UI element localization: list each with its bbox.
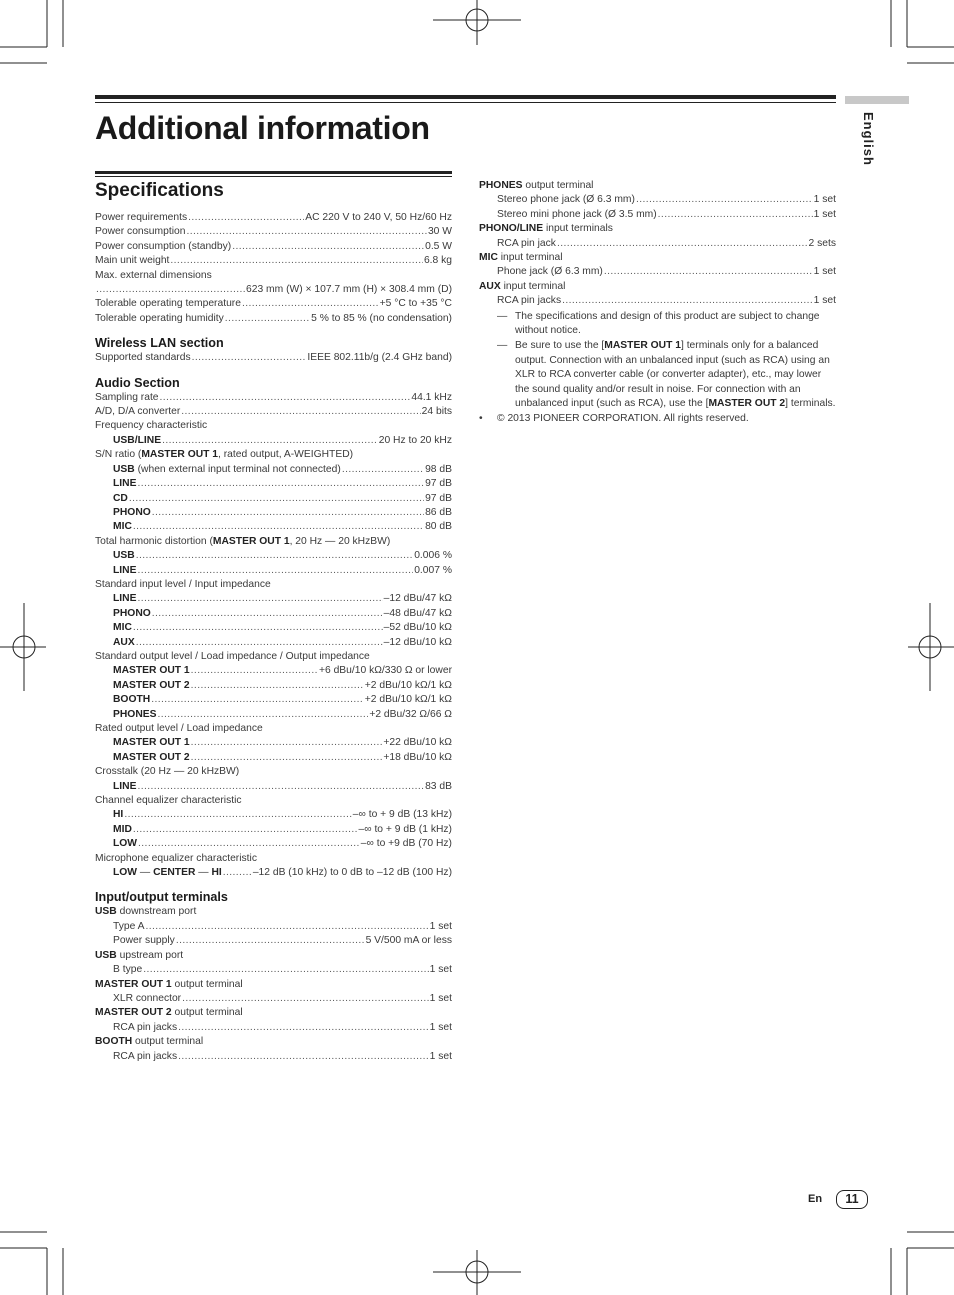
spec-key bbox=[113, 823, 132, 837]
spec-key bbox=[113, 934, 175, 948]
spec-row bbox=[95, 607, 452, 621]
spec-row bbox=[95, 312, 452, 326]
dot-leader bbox=[162, 434, 378, 448]
spec-key bbox=[113, 549, 135, 563]
dot-leader bbox=[96, 283, 245, 297]
dot-leader bbox=[137, 564, 413, 578]
spec-key bbox=[95, 297, 241, 311]
dot-leader bbox=[191, 751, 383, 765]
spec-value: –12 dBu/10 kΩ bbox=[383, 636, 452, 648]
crosstalk-specs bbox=[95, 780, 452, 794]
dot-leader bbox=[186, 225, 427, 239]
spec-row bbox=[95, 751, 452, 765]
spec-key-text: Main unit weight bbox=[95, 255, 170, 267]
spec-key bbox=[113, 920, 144, 934]
dot-leader bbox=[133, 823, 358, 837]
spec-row bbox=[95, 283, 452, 297]
mic-eq-label: Microphone equalizer characteristic bbox=[95, 852, 257, 864]
spec-key bbox=[497, 193, 635, 207]
spec-value: 1 set bbox=[429, 920, 452, 932]
dot-leader bbox=[636, 193, 813, 207]
channel-eq-label: Channel equalizer characteristic bbox=[95, 795, 242, 807]
output-level-label: Standard output level / Load impedance / Output impedance bbox=[95, 650, 370, 662]
spec-row bbox=[95, 549, 452, 563]
spec-key-bold: MASTER OUT 1 bbox=[113, 665, 190, 677]
spec-value: 97 dB bbox=[425, 478, 452, 490]
terminal-name: PHONES bbox=[479, 180, 523, 191]
spec-value: 44.1 kHz bbox=[411, 391, 452, 403]
spec-key bbox=[113, 808, 123, 822]
terminal-group-label bbox=[479, 179, 836, 193]
spec-key-bold: PHONO bbox=[113, 607, 151, 619]
spec-key-text: Supported standards bbox=[95, 352, 191, 364]
spec-value: +2 dBu/10 kΩ/1 kΩ bbox=[364, 679, 452, 691]
spec-key bbox=[113, 664, 190, 678]
input-level-label: Standard input level / Input impedance bbox=[95, 578, 271, 590]
dot-leader bbox=[152, 506, 424, 520]
terminal-name: AUX bbox=[479, 280, 501, 292]
dot-leader bbox=[192, 351, 307, 365]
spec-key bbox=[113, 636, 135, 650]
spec-value: 83 dB bbox=[425, 780, 452, 792]
spec-key bbox=[113, 506, 151, 520]
spec-key-text: Power supply bbox=[113, 935, 175, 947]
spec-value: –∞ to + 9 dB (13 kHz) bbox=[352, 809, 452, 821]
spec-key bbox=[95, 405, 180, 419]
dot-leader bbox=[133, 621, 383, 635]
dot-leader bbox=[124, 808, 351, 822]
spec-key bbox=[95, 254, 169, 268]
spec-key bbox=[113, 477, 136, 491]
dot-leader bbox=[133, 520, 424, 534]
terminal-type: downstream port bbox=[116, 906, 197, 918]
terminal-type: output terminal bbox=[171, 1007, 243, 1019]
dot-leader bbox=[136, 636, 383, 650]
dot-leader bbox=[143, 963, 428, 977]
terminal-row bbox=[479, 237, 836, 251]
terminal-row bbox=[479, 208, 836, 222]
terminal-name: MIC bbox=[479, 252, 498, 264]
spec-key bbox=[113, 592, 136, 606]
spec-key-bold: LINE bbox=[113, 564, 137, 576]
audio-heading: Audio Section bbox=[95, 375, 180, 390]
terminal-group-label bbox=[95, 978, 452, 992]
page-number: 11 bbox=[836, 1190, 868, 1209]
section-title: Specifications bbox=[95, 180, 224, 201]
spec-key-bold: MIC bbox=[113, 521, 132, 533]
spec-key bbox=[497, 265, 603, 279]
spec-row bbox=[95, 351, 452, 365]
spec-row bbox=[95, 736, 452, 750]
specs-right-column bbox=[479, 179, 836, 426]
page-title: Additional information bbox=[95, 110, 430, 146]
spec-value: 0.006 % bbox=[414, 550, 452, 562]
spec-row bbox=[95, 492, 452, 506]
terminal-group-label bbox=[95, 949, 452, 963]
wireless-specs bbox=[95, 351, 452, 365]
spec-value: 30 W bbox=[427, 226, 452, 238]
spec-key bbox=[113, 434, 161, 448]
footer-language: En bbox=[808, 1193, 823, 1205]
spec-key-text: Stereo mini phone jack (Ø 3.5 mm) bbox=[497, 208, 657, 220]
copyright-line: • © 2013 PIONEER CORPORATION. All rights reserved. bbox=[479, 412, 749, 424]
freq-specs bbox=[95, 434, 452, 448]
spec-value: 20 Hz to 20 kHz bbox=[378, 434, 452, 446]
output-level-specs bbox=[95, 664, 452, 722]
wireless-heading: Wireless LAN section bbox=[95, 336, 224, 351]
spec-key-text: Power requirements bbox=[95, 212, 188, 223]
spec-value: +2 dBu/10 kΩ/1 kΩ bbox=[364, 694, 452, 706]
spec-key bbox=[113, 780, 136, 794]
spec-row bbox=[95, 621, 452, 635]
dot-leader bbox=[342, 463, 424, 477]
language-tab-label: English bbox=[861, 112, 876, 166]
dot-leader bbox=[191, 736, 383, 750]
spec-key-text: Phone jack (Ø 6.3 mm) bbox=[497, 266, 603, 278]
dot-leader bbox=[178, 1050, 429, 1064]
spec-row bbox=[95, 636, 452, 650]
spec-row bbox=[95, 823, 452, 837]
dot-leader bbox=[562, 294, 813, 308]
spec-row bbox=[95, 520, 452, 534]
spec-value: –52 dBu/10 kΩ bbox=[383, 622, 452, 634]
dot-leader bbox=[182, 992, 429, 1006]
dot-leader bbox=[137, 780, 424, 794]
dot-leader bbox=[557, 237, 808, 251]
spec-key-bold: LOW bbox=[113, 838, 138, 850]
spec-value: 1 set bbox=[429, 992, 452, 1004]
dot-leader bbox=[152, 607, 383, 621]
terminal-name: USB bbox=[95, 906, 117, 918]
spec-key-bold: PHONES bbox=[113, 708, 157, 720]
spec-key bbox=[95, 211, 187, 225]
spec-key bbox=[113, 492, 128, 506]
dot-leader bbox=[160, 391, 411, 405]
freq-label: Frequency characteristic bbox=[95, 420, 208, 432]
spec-value: +22 dBu/10 kΩ bbox=[383, 737, 452, 749]
spec-value: 1 set bbox=[813, 194, 836, 206]
dot-leader bbox=[181, 405, 420, 419]
terminal-name: MASTER OUT 2 bbox=[95, 1007, 172, 1019]
spec-value: 1 set bbox=[813, 295, 836, 307]
dot-leader bbox=[137, 477, 424, 491]
spec-row bbox=[95, 708, 452, 722]
spec-key-bold: MASTER OUT 2 bbox=[113, 751, 190, 763]
spec-key bbox=[95, 351, 191, 365]
dot-leader bbox=[151, 693, 364, 707]
dot-leader bbox=[136, 549, 413, 563]
spec-key-text: B type bbox=[113, 964, 143, 976]
spec-key-bold: MASTER OUT 1 bbox=[113, 737, 190, 749]
spec-key-text: RCA pin jacks bbox=[113, 1021, 178, 1033]
spec-key-bold: MID bbox=[113, 823, 132, 835]
spec-value: 0.007 % bbox=[414, 564, 452, 576]
dot-leader bbox=[242, 297, 379, 311]
spec-key-bold: BOOTH bbox=[113, 694, 151, 706]
spec-row bbox=[95, 211, 452, 225]
spec-key-text: Type A bbox=[113, 920, 145, 932]
spec-key-bold: USB bbox=[113, 463, 135, 475]
terminal-name: PHONO/LINE bbox=[479, 223, 544, 235]
spec-key-bold: USB bbox=[113, 550, 135, 562]
note-specs-change: — The specifications and design of this product are subject to change without notice. bbox=[497, 310, 820, 337]
terminal-type: output terminal bbox=[132, 1036, 204, 1048]
dot-leader bbox=[129, 492, 424, 506]
spec-key bbox=[95, 312, 224, 326]
audio-top-specs bbox=[95, 391, 452, 420]
spec-key-text: RCA pin jacks bbox=[113, 1050, 178, 1062]
spec-key-text: Power consumption bbox=[95, 226, 186, 238]
input-level-specs bbox=[95, 592, 452, 650]
io-terminals-left bbox=[95, 905, 452, 1063]
spec-row bbox=[95, 664, 452, 678]
spec-key-text: Tolerable operating humidity bbox=[95, 312, 224, 324]
terminal-type: input terminal bbox=[497, 252, 563, 264]
spec-key bbox=[95, 391, 159, 405]
spec-row bbox=[95, 225, 452, 239]
dot-leader bbox=[170, 254, 423, 268]
spec-key-text: Sampling rate bbox=[95, 391, 159, 403]
spec-key bbox=[113, 607, 151, 621]
sn-specs bbox=[95, 463, 452, 535]
spec-key bbox=[113, 693, 150, 707]
spec-value: 24 bits bbox=[421, 406, 452, 418]
dot-leader bbox=[137, 592, 382, 606]
terminal-group-label bbox=[95, 1035, 452, 1049]
dot-leader bbox=[604, 265, 813, 279]
terminal-row bbox=[95, 992, 452, 1006]
spec-key-text: RCA pin jack bbox=[497, 237, 556, 249]
spec-value: +18 dBu/10 kΩ bbox=[383, 751, 452, 763]
specs-left-column bbox=[95, 211, 452, 1064]
spec-key-bold: AUX bbox=[113, 636, 135, 648]
spec-value: 5 % to 85 % (no condensation) bbox=[311, 312, 452, 324]
spec-key-text: (when external input terminal not connected) bbox=[134, 463, 341, 475]
spec-key-bold: MASTER OUT 2 bbox=[113, 679, 190, 691]
spec-key bbox=[113, 1050, 177, 1064]
terminal-row bbox=[95, 1050, 452, 1064]
spec-value: 1 set bbox=[813, 266, 836, 278]
sn-label: S/N ratio (MASTER OUT 1, rated output, A-WEIGHTED) bbox=[95, 449, 354, 461]
spec-row bbox=[95, 463, 452, 477]
terminal-row bbox=[479, 193, 836, 207]
spec-value: +6 dBu/10 kΩ/330 Ω or lower bbox=[318, 665, 452, 677]
spec-key bbox=[113, 963, 142, 977]
spec-value: 623 mm (W) × 107.7 mm (H) × 308.4 mm (D) bbox=[246, 284, 452, 296]
spec-row bbox=[95, 808, 452, 822]
spec-key-bold: PHONO bbox=[113, 506, 151, 518]
spec-value: 6.8 kg bbox=[423, 255, 452, 267]
terminal-type: upstream port bbox=[116, 949, 184, 961]
terminal-type: output terminal bbox=[171, 978, 243, 990]
dot-leader bbox=[232, 240, 424, 254]
dot-leader bbox=[225, 312, 310, 326]
title-rules bbox=[95, 95, 836, 103]
dot-leader bbox=[188, 211, 304, 225]
crosstalk-label: Crosstalk (20 Hz — 20 kHzBW) bbox=[95, 766, 240, 778]
spec-key-text: A/D, D/A converter bbox=[95, 406, 181, 418]
mic-eq-row: LOW — CENTER — HI ..... –12 dB (10 kHz) to 0 dB to –12 dB (100 Hz) bbox=[95, 866, 452, 880]
terminal-type: output terminal bbox=[522, 180, 594, 191]
terminal-row bbox=[95, 1021, 452, 1035]
spec-key bbox=[113, 463, 341, 477]
terminal-group-label bbox=[479, 251, 836, 265]
rated-output-label: Rated output level / Load impedance bbox=[95, 723, 263, 734]
dot-leader bbox=[138, 837, 360, 851]
spec-key-bold: USB/LINE bbox=[113, 434, 162, 446]
channel-eq-specs bbox=[95, 808, 452, 851]
spec-key bbox=[113, 520, 132, 534]
spec-key bbox=[95, 269, 212, 283]
spec-key bbox=[113, 621, 132, 635]
terminal-row bbox=[95, 934, 452, 948]
spec-key-bold: LINE bbox=[113, 780, 137, 792]
terminal-row bbox=[479, 265, 836, 279]
spec-key-text: Power consumption (standby) bbox=[95, 240, 232, 252]
spec-key bbox=[497, 237, 556, 251]
spec-value: +2 dBu/32 Ω/66 Ω bbox=[369, 708, 452, 720]
spec-key-text: RCA pin jacks bbox=[497, 295, 562, 307]
spec-row bbox=[95, 405, 452, 419]
terminal-name: MASTER OUT 1 bbox=[95, 978, 172, 990]
spec-key bbox=[95, 240, 231, 254]
terminal-type: input terminal bbox=[500, 280, 566, 292]
spec-row bbox=[95, 780, 452, 794]
language-tab-bar bbox=[845, 96, 909, 104]
spec-value: –∞ to +9 dB (70 Hz) bbox=[360, 838, 452, 850]
spec-key-text: Tolerable operating temperature bbox=[95, 298, 241, 310]
spec-key bbox=[113, 679, 190, 693]
rated-output-specs bbox=[95, 736, 452, 765]
note-balanced-output: — Be sure to use the [MASTER OUT 1] terminals only for a balanced output. Connection with an unbalanced input (such as RCA) using an XLR to RCA converter cable (or converter adapter), etc., may lower the sound quality and/or result in noise. For connection with an unbalanced input (such as RCA), use the [MASTER OUT 2] terminals. bbox=[497, 340, 836, 410]
spec-key bbox=[497, 294, 561, 308]
spec-key bbox=[113, 1021, 177, 1035]
spec-value: –12 dBu/47 kΩ bbox=[383, 593, 452, 605]
spec-value: IEEE 802.11b/g (2.4 GHz band) bbox=[307, 352, 452, 364]
spec-row bbox=[95, 269, 452, 283]
spec-row bbox=[95, 837, 452, 851]
general-specs bbox=[95, 211, 452, 326]
terminal-row bbox=[95, 963, 452, 977]
spec-value: 97 dB bbox=[425, 492, 452, 504]
terminal-group-label bbox=[479, 222, 836, 236]
spec-row bbox=[95, 477, 452, 491]
spec-value: 1 set bbox=[429, 1050, 452, 1062]
spec-value: –48 dBu/47 kΩ bbox=[383, 607, 452, 619]
spec-value: 98 dB bbox=[425, 463, 452, 475]
spec-row bbox=[95, 693, 452, 707]
spec-key-bold: LINE bbox=[113, 478, 137, 490]
spec-row bbox=[95, 297, 452, 311]
terminal-group-label bbox=[95, 1006, 452, 1020]
spec-key-text: Max. external dimensions bbox=[95, 269, 212, 281]
spec-key-bold: LINE bbox=[113, 593, 137, 605]
spec-key-text: XLR connector bbox=[113, 992, 182, 1004]
dot-leader bbox=[191, 679, 364, 693]
spec-value: 1 set bbox=[813, 208, 836, 220]
terminal-group-label bbox=[95, 905, 452, 919]
spec-row bbox=[95, 506, 452, 520]
spec-value: –∞ to + 9 dB (1 kHz) bbox=[358, 823, 452, 835]
spec-row bbox=[95, 240, 452, 254]
terminal-row bbox=[95, 920, 452, 934]
spec-value: 0.5 W bbox=[425, 240, 452, 252]
spec-row bbox=[95, 564, 452, 578]
spec-key-bold: CD bbox=[113, 492, 128, 504]
section-rules bbox=[95, 171, 452, 177]
io-heading: Input/output terminals bbox=[95, 890, 228, 905]
spec-key-text: Stereo phone jack (Ø 6.3 mm) bbox=[497, 194, 635, 206]
spec-value: 2 sets bbox=[808, 237, 836, 249]
terminal-name: USB bbox=[95, 949, 117, 961]
dot-leader bbox=[176, 934, 365, 948]
thd-label: Total harmonic distortion (MASTER OUT 1, 20 Hz — 20 kHzBW) bbox=[95, 535, 391, 547]
spec-row bbox=[95, 434, 452, 448]
spec-row bbox=[95, 391, 452, 405]
spec-value: 1 set bbox=[429, 1021, 452, 1033]
spec-key bbox=[113, 837, 137, 851]
spec-value: AC 220 V to 240 V, 50 Hz/60 Hz bbox=[305, 212, 452, 223]
spec-value: 86 dB bbox=[425, 506, 452, 518]
dot-leader bbox=[191, 664, 318, 678]
spec-value: 5 V/500 mA or less bbox=[365, 935, 452, 947]
spec-key bbox=[113, 751, 190, 765]
spec-value: 80 dB bbox=[425, 521, 452, 533]
spec-value: +5 °C to +35 °C bbox=[379, 298, 452, 310]
io-terminals-right bbox=[479, 179, 836, 309]
dot-leader bbox=[145, 920, 428, 934]
spec-key bbox=[95, 225, 185, 239]
thd-specs bbox=[95, 549, 452, 578]
dot-leader bbox=[658, 208, 813, 222]
spec-row bbox=[95, 592, 452, 606]
terminal-group-label bbox=[479, 280, 836, 294]
spec-key bbox=[113, 708, 157, 722]
dot-leader bbox=[178, 1021, 429, 1035]
spec-key-bold: MIC bbox=[113, 622, 132, 634]
spec-key bbox=[113, 736, 190, 750]
spec-key bbox=[113, 992, 181, 1006]
terminal-row bbox=[479, 294, 836, 308]
spec-value: 1 set bbox=[429, 964, 452, 976]
spec-key bbox=[113, 564, 136, 578]
spec-row bbox=[95, 679, 452, 693]
terminal-name: BOOTH bbox=[95, 1036, 133, 1048]
spec-row bbox=[95, 254, 452, 268]
dot-leader bbox=[158, 708, 369, 722]
spec-key-bold: HI bbox=[113, 809, 124, 821]
spec-key bbox=[497, 208, 657, 222]
terminal-type: input terminals bbox=[543, 223, 613, 235]
